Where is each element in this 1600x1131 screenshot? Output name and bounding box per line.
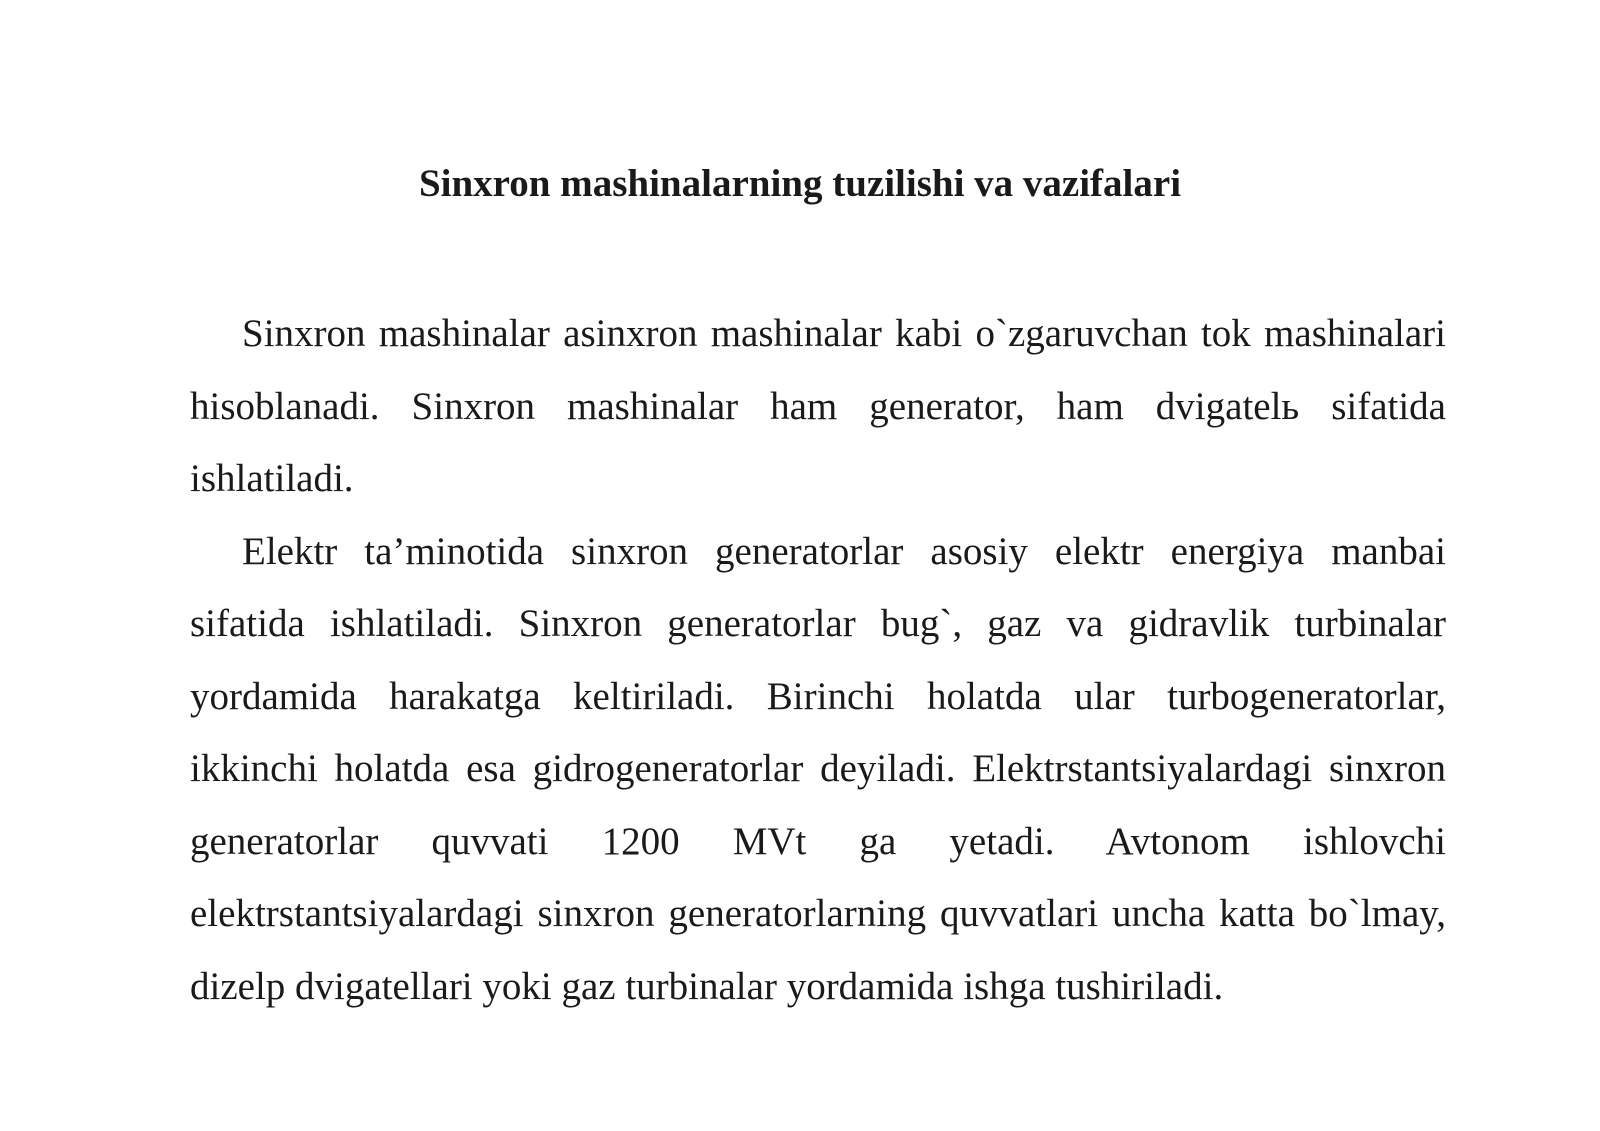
paragraph-2: Elektr ta’minotida sinxron generatorlar asosiy elektr energiya manbai sifatida ishlatiladi. Sinxron generatorlar bug`, gaz va gidravlik turbinalar yordamida harakatga keltiriladi. Birinchi holatda ular turbogeneratorlar, ikkinchi holatda esa gidrogeneratorlar deyiladi. Elektrstantsiyalardagi sinxron generatorlar quvvati 1200 MVt ga yetadi. Avtonom ishlovchi elektrstantsiyalardagi sinxron generatorlarning quvvatlari uncha katta bo`lmay, dizelp dvigatellari yoki gaz turbinalar yordamida ishga tushiriladi. [190, 529, 1446, 1008]
paragraph-1: Sinxron mashinalar asinxron mashinalar kabi o`zgaruvchan tok mashinalari hisoblanadi. Sinxron mashinalar ham generator, ham dvigatelь sifatida ishlatiladi. [190, 312, 1446, 500]
document-body [190, 298, 1446, 1023]
document-title: Sinxron mashinalarning tuzilishi va vazifalari [418, 162, 1182, 205]
